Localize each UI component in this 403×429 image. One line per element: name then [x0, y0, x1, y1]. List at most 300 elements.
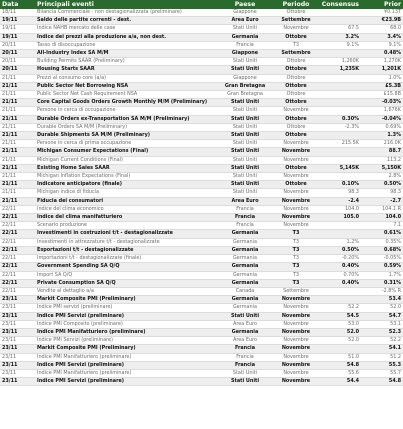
cell-date: 19/11: [0, 33, 35, 41]
cell-event: Tasso di disoccupazione: [35, 41, 217, 49]
header-prior: Prior: [361, 0, 403, 9]
cell-country: Francia: [217, 214, 273, 222]
table-row: [0, 156, 403, 164]
table-row: [0, 361, 403, 369]
cell-date: 23/11: [0, 378, 35, 386]
cell-consensus: [319, 107, 361, 115]
cell-country: Stati Uniti: [217, 132, 273, 140]
cell-event: Durable Orders ex-Transportation SA M/M (Preliminary): [35, 115, 217, 123]
cell-consensus: 98.3: [319, 189, 361, 197]
cell-event: Michigan Current Conditions (Final): [35, 156, 217, 164]
table-row: [0, 17, 403, 25]
cell-consensus: [319, 222, 361, 230]
cell-consensus: 3.2%: [319, 33, 361, 41]
cell-event: Saldo delle partite correnti - dest.: [35, 17, 217, 25]
table-row: [0, 41, 403, 49]
cell-consensus: 1,260K: [319, 58, 361, 66]
cell-date: 21/11: [0, 197, 35, 205]
cell-country: Area Euro: [217, 197, 273, 205]
cell-period: Ottobre: [273, 74, 319, 82]
cell-event: Investimenti in costruzioni t/t - destagionalizzate: [35, 230, 217, 238]
cell-consensus: 54.8: [319, 361, 361, 369]
cell-prior: 98.3: [361, 189, 403, 197]
cell-country: Francia: [217, 361, 273, 369]
cell-country: Gran Bretagna: [217, 82, 273, 90]
cell-event: Michigan Consumer Expectations (Final): [35, 148, 217, 156]
cell-period: Ottobre: [273, 164, 319, 172]
cell-date: 21/11: [0, 189, 35, 197]
cell-country: Stati Uniti: [217, 189, 273, 197]
table-row: [0, 296, 403, 304]
cell-date: 21/11: [0, 82, 35, 90]
cell-event: Bilancia Commerciale - non destagionalizzata (preliminare): [35, 9, 217, 17]
cell-prior: 1.0%: [361, 74, 403, 82]
cell-period: Ottobre: [273, 91, 319, 99]
cell-country: Francia: [217, 353, 273, 361]
cell-country: Germania: [217, 304, 273, 312]
table-row: [0, 263, 403, 271]
table-row: [0, 369, 403, 377]
cell-consensus: 5,145K: [319, 164, 361, 172]
table-row: [0, 74, 403, 82]
cell-consensus: [319, 91, 361, 99]
cell-consensus: 67.5: [319, 25, 361, 33]
cell-event: Indice dei prezzi alla produzione a/a, non dest.: [35, 33, 217, 41]
cell-prior: 216.0K: [361, 140, 403, 148]
cell-period: T3: [273, 230, 319, 238]
cell-date: 21/11: [0, 123, 35, 131]
table-row: [0, 214, 403, 222]
cell-event: Existing Home Sales SAAR: [35, 164, 217, 172]
cell-prior: €23.9B: [361, 17, 403, 25]
cell-prior: 2.8%: [361, 173, 403, 181]
table-row: [0, 312, 403, 320]
cell-country: Germania: [217, 255, 273, 263]
cell-event: Indice PMI Servizi (preliminare): [35, 378, 217, 386]
cell-prior: £15.8B: [361, 91, 403, 99]
cell-date: 21/11: [0, 148, 35, 156]
cell-consensus: 104.0: [319, 205, 361, 213]
cell-event: Indice PMI Manifatturiero (preliminare): [35, 353, 217, 361]
cell-prior: 0.31%: [361, 279, 403, 287]
cell-country: Germania: [217, 328, 273, 336]
cell-date: 22/11: [0, 222, 35, 230]
cell-country: Area Euro: [217, 320, 273, 328]
cell-period: Novembre: [273, 320, 319, 328]
cell-event: Importazioni t/t - destagionalizzate (finale): [35, 255, 217, 263]
cell-event: Indice PMI Servizi (preliminare): [35, 312, 217, 320]
cell-consensus: 0.10%: [319, 181, 361, 189]
cell-consensus: [319, 99, 361, 107]
cell-event: Durable Orders SA M/M (Preliminary): [35, 123, 217, 131]
header-country: Paese: [217, 0, 273, 9]
cell-date: 21/11: [0, 132, 35, 140]
table-row: [0, 132, 403, 140]
cell-prior: -2.8% R: [361, 287, 403, 295]
cell-period: Settembre: [273, 50, 319, 58]
cell-period: Ottobre: [273, 9, 319, 17]
cell-period: Novembre: [273, 205, 319, 213]
cell-consensus: [319, 17, 361, 25]
cell-event: Markit Composite PMI (Preliminary): [35, 296, 217, 304]
table-row: [0, 205, 403, 213]
cell-event: Indice PMI servizi (preliminare): [35, 304, 217, 312]
cell-date: 19/11: [0, 25, 35, 33]
cell-country: Stati Uniti: [217, 312, 273, 320]
cell-period: Novembre: [273, 197, 319, 205]
table-row: [0, 304, 403, 312]
cell-event: Government Spending SA Q/Q: [35, 263, 217, 271]
cell-prior: 55.7: [361, 369, 403, 377]
table-row: [0, 378, 403, 386]
cell-consensus: 0.30%: [319, 115, 361, 123]
cell-period: Novembre: [273, 156, 319, 164]
cell-prior: 88.7: [361, 148, 403, 156]
cell-consensus: [319, 132, 361, 140]
cell-date: 19/11: [0, 17, 35, 25]
cell-event: Markit Composite PMI (Preliminary): [35, 345, 217, 353]
table-row: [0, 189, 403, 197]
cell-event: All-Industry Index SA M/M: [35, 50, 217, 58]
table-row: [0, 99, 403, 107]
cell-consensus: 51.0: [319, 353, 361, 361]
cell-country: Stati Uniti: [217, 164, 273, 172]
cell-event: Durable Shipments SA M/M (Preliminary): [35, 132, 217, 140]
cell-consensus: -2.4: [319, 197, 361, 205]
cell-date: 23/11: [0, 296, 35, 304]
cell-consensus: [319, 9, 361, 17]
cell-prior: -0.04%: [361, 115, 403, 123]
header-consensus: Consensus: [319, 0, 361, 9]
cell-event: Import SA Q/Q: [35, 271, 217, 279]
cell-date: 22/11: [0, 246, 35, 254]
cell-consensus: [319, 82, 361, 90]
cell-country: Stati Uniti: [217, 99, 273, 107]
table-row: [0, 279, 403, 287]
table-row: [0, 238, 403, 246]
cell-country: Francia: [217, 222, 273, 230]
cell-date: 20/11: [0, 58, 35, 66]
cell-date: 23/11: [0, 369, 35, 377]
cell-date: 21/11: [0, 74, 35, 82]
table-row: [0, 271, 403, 279]
table-row: [0, 25, 403, 33]
cell-event: Core Capital Goods Orders Growth Monthly M/M (Preliminary): [35, 99, 217, 107]
cell-period: T3: [273, 41, 319, 49]
cell-period: T3: [273, 279, 319, 287]
cell-prior: 104.0: [361, 214, 403, 222]
cell-consensus: -2.3%: [319, 123, 361, 131]
cell-date: 22/11: [0, 287, 35, 295]
cell-prior: 0.69%: [361, 123, 403, 131]
cell-prior: 0.50%: [361, 181, 403, 189]
cell-event: Indice PMI Composito (preliminare): [35, 320, 217, 328]
cell-prior: 113.2: [361, 156, 403, 164]
cell-country: Giappone: [217, 9, 273, 17]
cell-period: Ottobre: [273, 58, 319, 66]
cell-date: 22/11: [0, 205, 35, 213]
cell-event: Private Consumption SA Q/Q: [35, 279, 217, 287]
table-row: [0, 230, 403, 238]
cell-consensus: [319, 50, 361, 58]
cell-date: 22/11: [0, 255, 35, 263]
cell-period: T3: [273, 238, 319, 246]
cell-period: Novembre: [273, 148, 319, 156]
cell-event: Indice del clima economico: [35, 205, 217, 213]
cell-country: Francia: [217, 205, 273, 213]
cell-prior: 0.35%: [361, 238, 403, 246]
cell-prior: 55.3: [361, 361, 403, 369]
cell-prior: £5.3B: [361, 82, 403, 90]
cell-date: 22/11: [0, 263, 35, 271]
cell-period: Novembre: [273, 361, 319, 369]
cell-prior: 1.7%: [361, 271, 403, 279]
cell-country: Gran Bretagna: [217, 91, 273, 99]
cell-country: Stati Uniti: [217, 173, 273, 181]
cell-consensus: [319, 230, 361, 238]
cell-date: 23/11: [0, 361, 35, 369]
cell-country: Stati Uniti: [217, 378, 273, 386]
cell-consensus: 0.70%: [319, 271, 361, 279]
cell-prior: 54.7: [361, 312, 403, 320]
cell-period: Ottobre: [273, 99, 319, 107]
cell-event: Michigan Inflation Expectations (Final): [35, 173, 217, 181]
table-row: [0, 9, 403, 17]
table-header: [0, 0, 403, 9]
cell-period: Ottobre: [273, 132, 319, 140]
cell-consensus: [319, 74, 361, 82]
table-row: [0, 320, 403, 328]
cell-prior: 54.8: [361, 378, 403, 386]
cell-country: Canada: [217, 287, 273, 295]
cell-date: 22/11: [0, 279, 35, 287]
cell-consensus: [319, 345, 361, 353]
cell-period: Novembre: [273, 353, 319, 361]
table-row: [0, 353, 403, 361]
cell-prior: 3.4%: [361, 33, 403, 41]
cell-event: Housing Starts SAAR: [35, 66, 217, 74]
cell-date: 21/11: [0, 181, 35, 189]
cell-date: 21/11: [0, 156, 35, 164]
cell-date: 20/11: [0, 41, 35, 49]
table-body: [0, 9, 403, 386]
cell-event: Indice PMI Manifatturiero (preliminare): [35, 369, 217, 377]
cell-period: Novembre: [273, 304, 319, 312]
cell-consensus: 52.0: [319, 328, 361, 336]
cell-date: 21/11: [0, 99, 35, 107]
cell-country: Germania: [217, 246, 273, 254]
cell-consensus: [319, 296, 361, 304]
cell-date: 21/11: [0, 173, 35, 181]
cell-period: Novembre: [273, 222, 319, 230]
cell-country: Area Euro: [217, 337, 273, 345]
cell-period: Novembre: [273, 337, 319, 345]
cell-period: Ottobre: [273, 82, 319, 90]
cell-country: Stati Uniti: [217, 181, 273, 189]
cell-country: Stati Uniti: [217, 140, 273, 148]
cell-date: 23/11: [0, 328, 35, 336]
cell-prior: ¥0.13T: [361, 9, 403, 17]
cell-period: Novembre: [273, 189, 319, 197]
cell-consensus: 1,235K: [319, 66, 361, 74]
table-row: [0, 246, 403, 254]
cell-event: Public Sector Net Borrowing NSA: [35, 82, 217, 90]
cell-prior: 5,150K: [361, 164, 403, 172]
cell-country: Stati Uniti: [217, 66, 273, 74]
table-row: [0, 173, 403, 181]
cell-event: Indice del clima manifatturiero: [35, 214, 217, 222]
cell-period: Novembre: [273, 328, 319, 336]
table-row: [0, 181, 403, 189]
cell-country: Area Euro: [217, 17, 273, 25]
table-row: [0, 107, 403, 115]
table-row: [0, 33, 403, 41]
table-row: [0, 82, 403, 90]
table-row: [0, 345, 403, 353]
cell-consensus: 52.2: [319, 304, 361, 312]
table-row: [0, 50, 403, 58]
cell-prior: 0.61%: [361, 230, 403, 238]
cell-date: 20/11: [0, 66, 35, 74]
cell-country: Germania: [217, 296, 273, 304]
cell-date: 23/11: [0, 304, 35, 312]
cell-country: Germania: [217, 271, 273, 279]
cell-country: Stati Uniti: [217, 123, 273, 131]
cell-period: T3: [273, 246, 319, 254]
cell-event: Indice PMI Servizi (preliminare): [35, 361, 217, 369]
cell-country: Stati Uniti: [217, 115, 273, 123]
cell-event: Prezzi al consumo core (a/a): [35, 74, 217, 82]
cell-period: Novembre: [273, 25, 319, 33]
cell-event: Indicatore anticipatore (finale): [35, 181, 217, 189]
header-period: Periodo: [273, 0, 319, 9]
cell-consensus: 0.40%: [319, 263, 361, 271]
cell-period: T3: [273, 271, 319, 279]
cell-date: 23/11: [0, 345, 35, 353]
cell-date: 23/11: [0, 353, 35, 361]
header-event: Principali eventi: [35, 0, 217, 9]
cell-country: Giappone: [217, 74, 273, 82]
table-row: [0, 337, 403, 345]
table-row: [0, 58, 403, 66]
cell-prior: 1,201K: [361, 66, 403, 74]
cell-consensus: 0.40%: [319, 279, 361, 287]
cell-prior: 68.0: [361, 25, 403, 33]
table-row: [0, 222, 403, 230]
cell-country: Francia: [217, 345, 273, 353]
cell-consensus: 52.0: [319, 337, 361, 345]
cell-period: Novembre: [273, 369, 319, 377]
cell-date: 18/11: [0, 9, 35, 17]
cell-country: Germania: [217, 279, 273, 287]
cell-period: Novembre: [273, 107, 319, 115]
cell-period: Novembre: [273, 140, 319, 148]
cell-event: Indice NAHB mercato delle case: [35, 25, 217, 33]
cell-period: Novembre: [273, 296, 319, 304]
cell-consensus: 215.5K: [319, 140, 361, 148]
cell-prior: 54.1: [361, 345, 403, 353]
cell-country: Stati Uniti: [217, 58, 273, 66]
cell-prior: 52.3: [361, 328, 403, 336]
cell-event: Persone in cerca di occupazione: [35, 107, 217, 115]
cell-date: 22/11: [0, 238, 35, 246]
cell-country: Germania: [217, 238, 273, 246]
cell-prior: 0.68%: [361, 246, 403, 254]
cell-period: Novembre: [273, 173, 319, 181]
table-row: [0, 255, 403, 263]
cell-period: Novembre: [273, 214, 319, 222]
cell-prior: 104.1 R: [361, 205, 403, 213]
cell-country: Stati Uniti: [217, 25, 273, 33]
cell-country: Stati Uniti: [217, 156, 273, 164]
cell-event: Esportazioni t/t - destagionalizzate: [35, 246, 217, 254]
cell-event: Scenario produzione: [35, 222, 217, 230]
cell-consensus: [319, 287, 361, 295]
cell-event: Indice PMI Manifatturiero (preliminare): [35, 328, 217, 336]
cell-period: Novembre: [273, 345, 319, 353]
cell-date: 22/11: [0, 214, 35, 222]
cell-country: Stati Uniti: [217, 148, 273, 156]
cell-consensus: [319, 173, 361, 181]
cell-prior: 51.2: [361, 353, 403, 361]
cell-consensus: [319, 156, 361, 164]
cell-consensus: 55.6: [319, 369, 361, 377]
table-row: [0, 164, 403, 172]
cell-period: T3: [273, 255, 319, 263]
cell-period: Settembre: [273, 17, 319, 25]
table-row: [0, 66, 403, 74]
cell-date: 21/11: [0, 91, 35, 99]
cell-country: Germania: [217, 230, 273, 238]
cell-date: 21/11: [0, 164, 35, 172]
cell-event: Persone in cerca di prima occupazione: [35, 140, 217, 148]
cell-prior: -0.05%: [361, 255, 403, 263]
cell-consensus: 54.5: [319, 312, 361, 320]
cell-consensus: -0.20%: [319, 255, 361, 263]
table-row: [0, 287, 403, 295]
cell-prior: 52.2: [361, 337, 403, 345]
cell-period: Ottobre: [273, 115, 319, 123]
cell-period: T3: [273, 263, 319, 271]
cell-prior: 1,270K: [361, 58, 403, 66]
cell-prior: 9.1%: [361, 41, 403, 49]
cell-date: 21/11: [0, 115, 35, 123]
cell-event: Vendite al dettaglio a/a: [35, 287, 217, 295]
cell-event: Indice PMI Servizi (preliminare): [35, 337, 217, 345]
cell-prior: 0.48%: [361, 50, 403, 58]
table-row: [0, 115, 403, 123]
cell-date: 22/11: [0, 230, 35, 238]
cell-country: Giappone: [217, 50, 273, 58]
cell-consensus: 105.0: [319, 214, 361, 222]
cell-prior: 1.3%: [361, 132, 403, 140]
table-row: [0, 140, 403, 148]
cell-consensus: 54.4: [319, 378, 361, 386]
table-row: [0, 197, 403, 205]
cell-country: Stati Uniti: [217, 107, 273, 115]
cell-prior: 53.1: [361, 320, 403, 328]
cell-consensus: 9.1%: [319, 41, 361, 49]
cell-date: 22/11: [0, 271, 35, 279]
cell-event: Building Permits SAAR (Preliminary): [35, 58, 217, 66]
cell-period: Ottobre: [273, 66, 319, 74]
cell-date: 20/11: [0, 50, 35, 58]
cell-country: Germania: [217, 263, 273, 271]
cell-period: Novembre: [273, 312, 319, 320]
cell-period: Novembre: [273, 378, 319, 386]
cell-event: Michigan indice di fiducia: [35, 189, 217, 197]
cell-prior: 0.59%: [361, 263, 403, 271]
